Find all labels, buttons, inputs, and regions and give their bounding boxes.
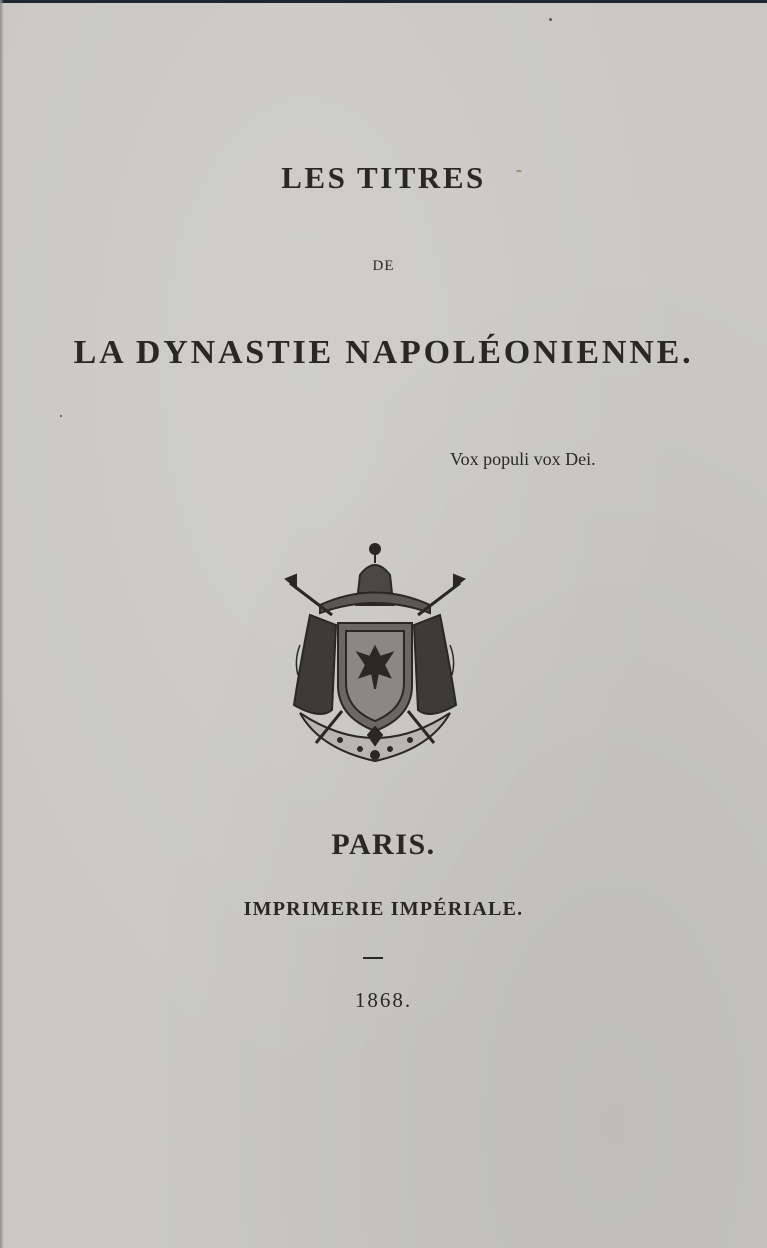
imprint-divider <box>363 957 383 959</box>
imprint-printer: IMPRIMERIE IMPÉRIALE. <box>243 898 524 920</box>
imprint-year: 1868. <box>354 988 413 1012</box>
paper-speck <box>60 415 62 417</box>
title-line-2: LA DYNASTIE NAPOLÉONIENNE. <box>73 334 694 371</box>
epigraph: Vox populi vox Dei. <box>450 449 596 469</box>
imperial-coat-of-arms-icon <box>280 535 470 770</box>
page-top-edge <box>0 0 767 3</box>
imprint-place: PARIS. <box>331 828 436 861</box>
title-connector: DE <box>372 258 395 274</box>
paper-speck <box>549 18 552 21</box>
title-line-1: LES TITRES <box>281 160 486 195</box>
paper-speck <box>516 170 522 172</box>
